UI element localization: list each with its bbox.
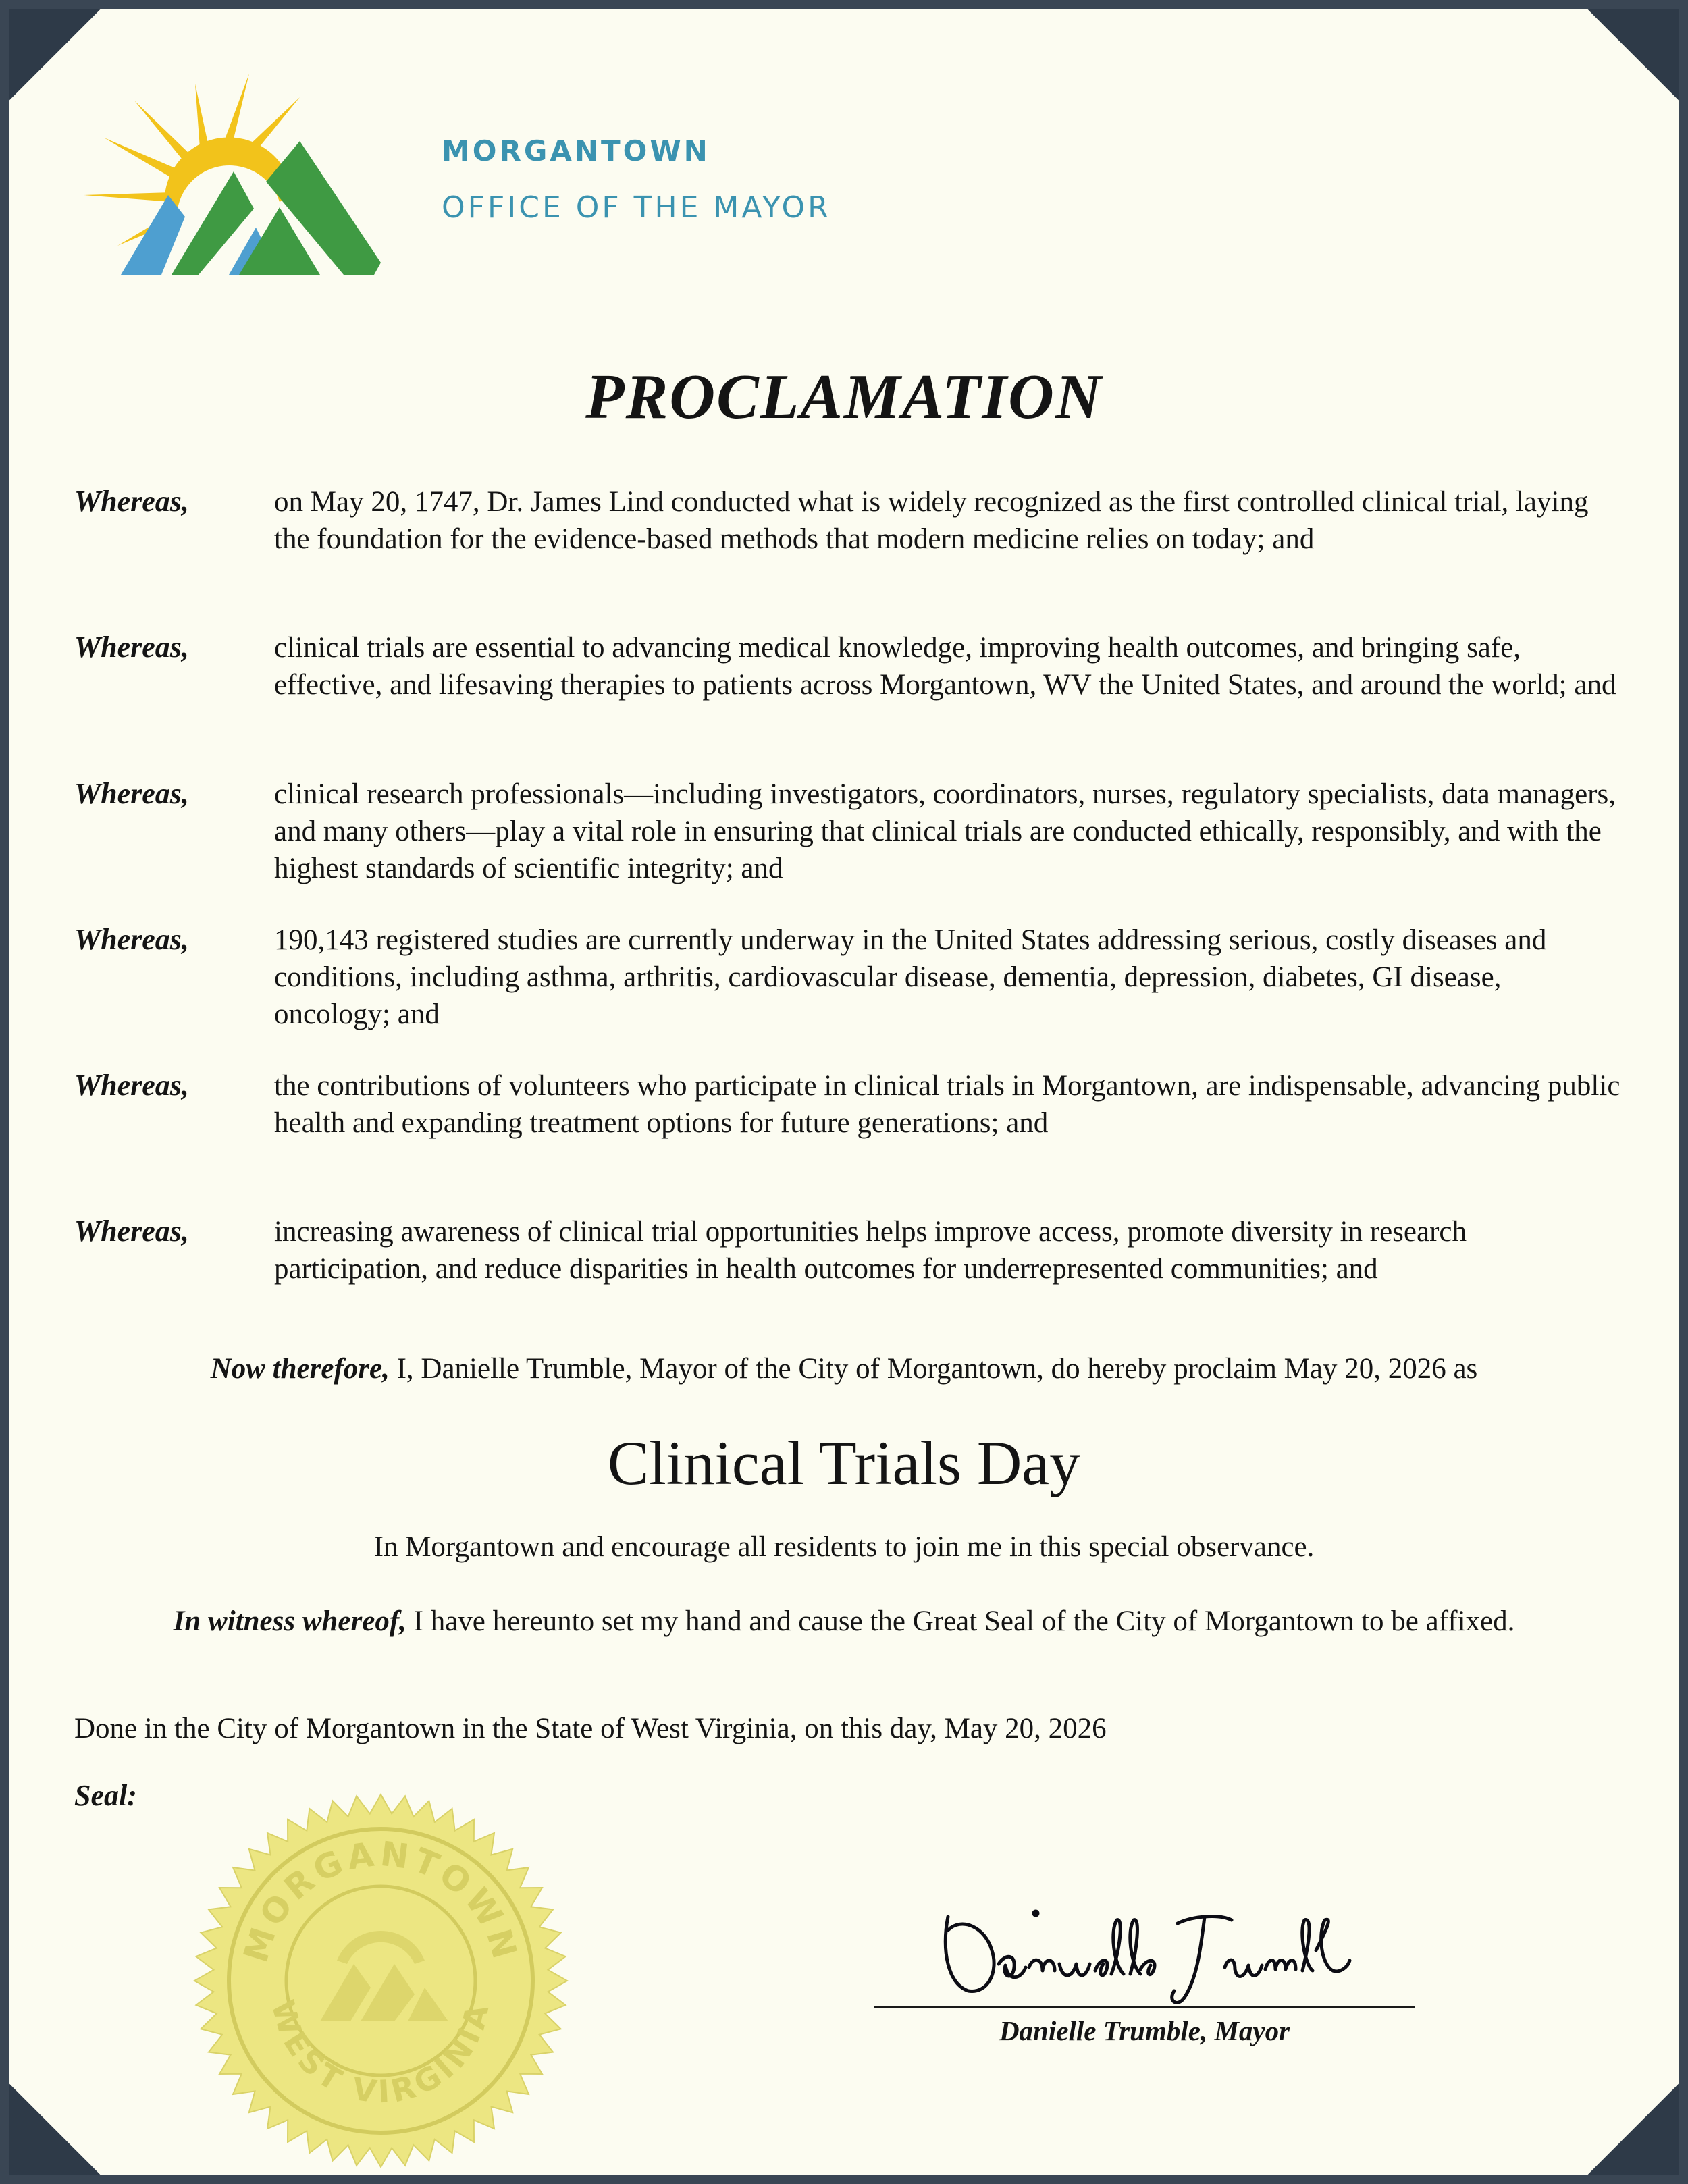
clause-keyword: Whereas, bbox=[74, 1069, 189, 1102]
now-therefore-keyword: Now therefore, bbox=[210, 1353, 390, 1385]
signatory-name: Danielle Trumble, Mayor bbox=[999, 2015, 1290, 2046]
witness-keyword: In witness whereof, bbox=[173, 1605, 406, 1637]
clause-keyword: Whereas, bbox=[74, 1215, 189, 1248]
done-statement: Done in the City of Morgantown in the State of West Virginia, on this day, May 20, 2026 bbox=[74, 1713, 1107, 1744]
seal-text-bottom: WEST VIRGINIA bbox=[264, 1996, 497, 2111]
clause-text: 190,143 registered studies are currently underway in the United States addressing serious, costly diseases and conditions, including asthma, arthritis, cardiovascular disease, dementia, depression, diabetes, GI disease, oncology; and bbox=[274, 924, 1547, 1030]
clause-keyword: Whereas, bbox=[74, 631, 189, 664]
witness-text: I have hereunto set my hand and cause the Great Seal of the City of Morgantown to be affixed. bbox=[406, 1605, 1515, 1637]
clause-text: clinical trials are essential to advancing medical knowledge, improving health outcomes, and bringing safe, effective, and lifesaving therapies to patients across Morgantown, WV the United States, and around the world; and bbox=[274, 632, 1616, 701]
clause-text: increasing awareness of clinical trial opportunities helps improve access, promote diversity in research participation, and reduce disparities in health outcomes for underrepresented communities; and bbox=[274, 1216, 1467, 1285]
clause-keyword: Whereas, bbox=[74, 485, 189, 518]
clause-text: on May 20, 1747, Dr. James Lind conducted what is widely recognized as the first controlled clinical trial, laying the foundation for the evidence-based methods that modern medicine relies on today; and bbox=[274, 486, 1589, 555]
gold-city-seal-icon bbox=[192, 1792, 570, 2170]
corner-tab-top-right bbox=[1588, 9, 1679, 100]
morgantown-logo-icon bbox=[77, 60, 394, 303]
now-therefore-text: I, Danielle Trumble, Mayor of the City of Morgantown, do hereby proclaim May 20, 2026 as bbox=[389, 1353, 1478, 1385]
corner-tab-bottom-left bbox=[9, 2084, 100, 2175]
handwritten-signature-icon bbox=[934, 1890, 1353, 2011]
signature-line bbox=[874, 2006, 1415, 2008]
clause-text: the contributions of volunteers who participate in clinical trials in Morgantown, are indispensable, advancing public health and expanding treatment options for future generations; and bbox=[274, 1070, 1620, 1139]
proclamation-page bbox=[9, 9, 1679, 2175]
page-title: PROCLAMATION bbox=[585, 362, 1103, 432]
office-name: OFFICE OF THE MAYOR bbox=[442, 190, 831, 225]
seal-text-top: MORGANTOWN bbox=[236, 1834, 526, 1967]
observance-title: Clinical Trials Day bbox=[607, 1429, 1081, 1497]
clause-keyword: Whereas, bbox=[74, 777, 189, 810]
encourage-statement: In Morgantown and encourage all residents to join me in this special observance. bbox=[373, 1531, 1315, 1563]
now-therefore-statement bbox=[9, 1350, 1679, 1387]
org-name: MORGANTOWN bbox=[442, 134, 710, 167]
corner-tab-bottom-right bbox=[1588, 2084, 1679, 2175]
clause-keyword: Whereas, bbox=[74, 923, 189, 956]
witness-statement bbox=[9, 1602, 1679, 1641]
clause-text: clinical research professionals—including investigators, coordinators, nurses, regulatory specialists, data managers, and many others—play a vital role in ensuring that clinical trials are conducted ethically, responsibly, and with the highest standards of scientific integrity; and bbox=[274, 778, 1616, 884]
seal-label: Seal: bbox=[74, 1779, 137, 1812]
